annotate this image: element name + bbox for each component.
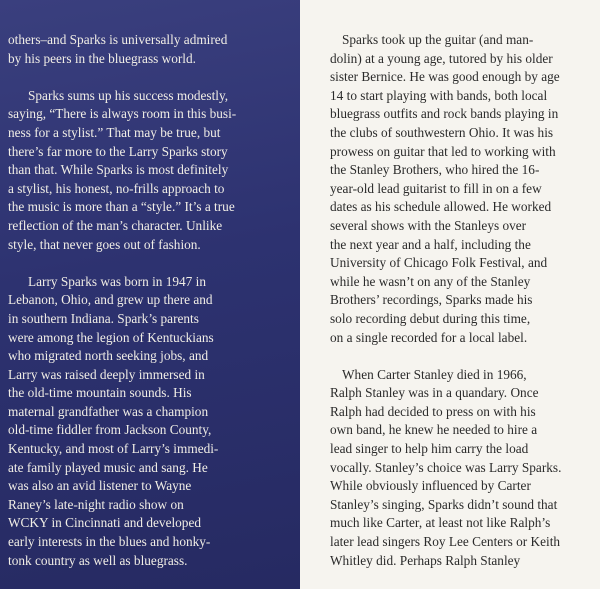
text-line: Kentucky, and most of Larry’s immedi-: [8, 441, 219, 457]
text-line: were among the legion of Kentuckians: [8, 329, 214, 345]
text-line: dolin) at a young age, tutored by his older: [330, 50, 553, 66]
text-line: own band, he knew he needed to hire a: [330, 422, 538, 438]
text-line: maternal grandfather was a champion: [8, 403, 209, 419]
text-line: was also an avid listener to Wayne: [8, 478, 192, 494]
text-line: the Stanley Brothers, who hired the 16-: [330, 162, 540, 178]
text-line: Sparks sums up his success modestly,: [28, 87, 229, 103]
text-line: early interests in the blues and honky-: [8, 534, 211, 550]
text-line: lead singer to help him carry the load: [330, 441, 529, 457]
text-line: Raney’s late-night radio show on: [8, 496, 184, 512]
left-text-column: [8, 31, 290, 570]
text-line: sister Bernice. He was good enough by age: [330, 69, 560, 85]
text-line: Whitley did. Perhaps Ralph Stanley: [330, 552, 521, 568]
text-line: year-old lead guitarist to fill in on a few: [330, 180, 542, 196]
text-line: the next year and a half, including the: [330, 236, 531, 252]
text-line: Ralph Stanley was in a quandary. Once: [330, 385, 539, 401]
text-line: others–and Sparks is universally admired: [8, 32, 228, 47]
text-line: When Carter Stanley died in 1966,: [342, 366, 527, 382]
text-line: a stylist, his honest, no-frills approach to: [8, 180, 225, 196]
text-line: several shows with the Stanleys over: [330, 217, 527, 233]
text-line: Lebanon, Ohio, and grew up there and: [8, 292, 213, 308]
text-line: while he wasn’t on any of the Stanley: [330, 273, 531, 289]
text-line: Ralph had decided to press on with his: [330, 403, 536, 419]
text-line: who migrated north seeking jobs, and: [8, 348, 209, 364]
text-line: prowess on guitar that led to working with: [330, 143, 556, 159]
text-line: style, that never goes out of fashion.: [8, 236, 201, 252]
text-line: later lead singers Roy Lee Centers or Keith: [330, 534, 561, 550]
text-line: Brothers’ recordings, Sparks made his: [330, 292, 533, 308]
text-line: saying, “There is always room in this busi-: [8, 106, 237, 122]
text-line: solo recording debut during this time,: [330, 310, 531, 326]
text-line: dates as his schedule allowed. He worked: [330, 199, 552, 215]
text-line: tonk country as well as bluegrass.: [8, 552, 188, 568]
text-line: Larry Sparks was born in 1947 in: [28, 273, 207, 289]
right-text-column: [330, 31, 600, 570]
text-line: much like Carter, at least not like Ralph’s: [330, 515, 551, 531]
text-line: Sparks took up the guitar (and man-: [342, 32, 534, 47]
text-line: Stanley’s singing, Sparks didn’t sound that: [330, 496, 558, 512]
text-line: University of Chicago Folk Festival, and: [330, 255, 548, 271]
text-line: bluegrass outfits and rock bands playing in: [330, 106, 559, 122]
text-line: ness for a stylist.” That may be true, but: [8, 124, 221, 140]
text-line: old-time fiddler from Jackson County,: [8, 422, 212, 438]
text-line: the music is more than a “style.” It’s a true: [8, 199, 235, 215]
text-line: than that. While Sparks is most definitely: [8, 162, 229, 178]
text-line: ate family played music and sang. He: [8, 459, 208, 475]
text-line: the old-time mountain sounds. His: [8, 385, 192, 401]
text-line: on a single recorded for a local label.: [330, 329, 528, 345]
text-line: reflection of the man’s character. Unlike: [8, 217, 223, 233]
text-line: Larry was raised deeply immersed in: [8, 366, 205, 382]
text-line: WCKY in Cincinnati and developed: [8, 515, 202, 531]
text-line: vocally. Stanley’s choice was Larry Sparks.: [330, 459, 562, 475]
text-line: there’s far more to the Larry Sparks story: [8, 143, 228, 159]
text-line: 14 to start playing with bands, both local: [330, 87, 548, 103]
text-line: in southern Indiana. Spark’s parents: [8, 310, 199, 326]
text-line: the clubs of southwestern Ohio. It was his: [330, 124, 554, 140]
text-line: by his peers in the bluegrass world.: [8, 50, 196, 66]
text-line: While obviously influenced by Carter: [330, 478, 531, 494]
